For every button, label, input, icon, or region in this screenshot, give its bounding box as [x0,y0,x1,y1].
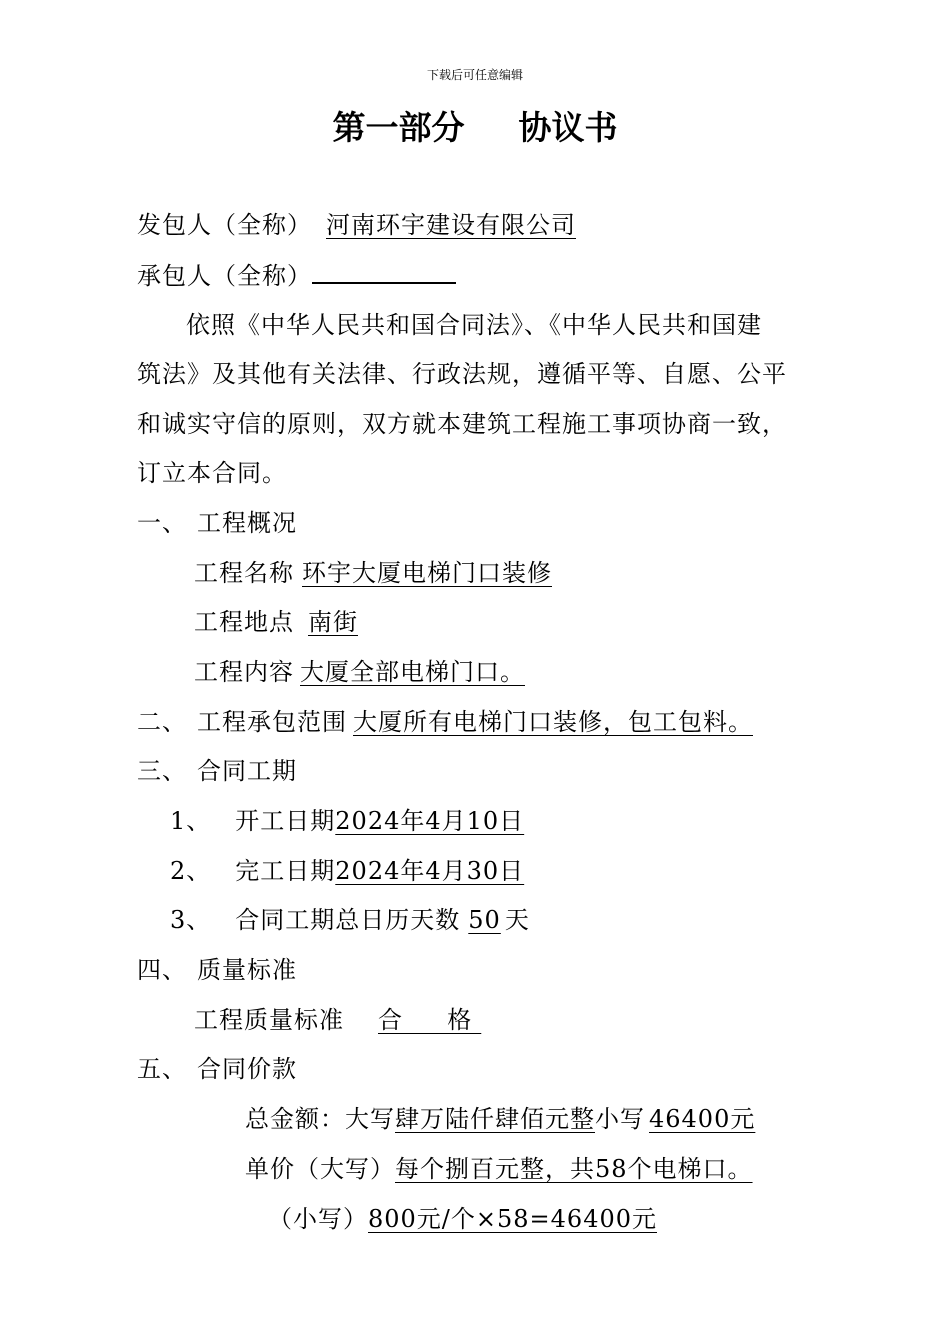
total-amount-line [245,1104,755,1134]
project-content-line [194,657,589,687]
title-part: 第一部分 [332,108,465,147]
section-2-line: 二、 工程承包范围 大厦所有电梯门口装修，包工包料。 [137,707,791,737]
scope-value: 大厦所有电梯门口装修，包工包料。 [353,708,753,736]
employer-line [137,210,584,240]
total-small-label: 小写 [595,1105,645,1133]
small-label: （小写） [268,1205,368,1233]
end-date-label: 完工日期 [235,857,336,885]
header-note: 下载后可任意编辑 [426,68,523,82]
project-name-line [194,558,558,588]
project-location-value: 南街 [308,608,358,636]
project-content-value: 大厦全部电梯门口。 [300,658,525,686]
project-name-label: 工程名称 [194,559,294,587]
start-date-line: 1、 开工日期2024年4月10日 [170,806,532,836]
section-1-heading: 一、 工程概况 [137,509,297,537]
duration-label: 合同工期总日历天数 [235,906,461,934]
unit-small-line [268,1204,657,1234]
contractor-label: 承包人（全称） [137,262,312,290]
duration-value: 50 [468,906,501,934]
section-3-heading: 三、 合同工期 [137,757,297,785]
total-figures: 46400元 [649,1105,756,1133]
unit-label: 单价（大写） [245,1155,395,1183]
preamble-line-4: 订立本合同。 [137,459,287,487]
project-name-value: 环宇大厦电梯门口装修 [302,559,552,587]
preamble-line-3: 和诚实守信的原则，双方就本建筑工程施工事项协商一致， [137,410,787,438]
employer-value: 河南环宇建设有限公司 [326,211,576,239]
start-date-label: 开工日期 [235,807,336,835]
scope-label: 工程承包范围 [197,708,347,736]
end-date-value: 2024年4月30日 [335,857,525,885]
project-content-label: 工程内容 [194,658,294,686]
preamble-line-2: 筑法》及其他有关法律、行政法规，遵循平等、自愿、公平 [137,360,787,388]
section-4-heading: 四、 质量标准 [137,956,297,984]
total-words: 肆万陆仟肆佰元整 [395,1105,595,1133]
quality-value: 合 格 [378,1006,482,1034]
unit-value: 每个捌百元整，共58个电梯口。 [395,1155,753,1183]
section-5-heading: 五、 合同价款 [137,1055,297,1083]
preamble-line-1: 依照《中华人民共和国合同法》、《中华人民共和国建 [186,311,762,339]
unit-price-line [245,1154,761,1184]
duration-line: 3、 合同工期总日历天数 50 天 [170,906,530,934]
contractor-value [312,260,456,284]
employer-label: 发包人（全称） [137,211,312,239]
project-location-label: 工程地点 [194,608,294,636]
start-date-value: 2024年4月10日 [335,807,525,835]
page-title [0,102,950,149]
small-value: 800元/个×58=46400元 [368,1205,657,1233]
contractor-line [137,260,456,291]
end-date-line: 2、 完工日期2024年4月30日 [170,857,525,885]
total-label: 总金额：大写 [245,1105,395,1133]
quality-line [194,1005,497,1035]
quality-label: 工程质量标准 [194,1006,344,1034]
title-name: 协议书 [518,108,618,147]
project-location-line [194,607,456,637]
